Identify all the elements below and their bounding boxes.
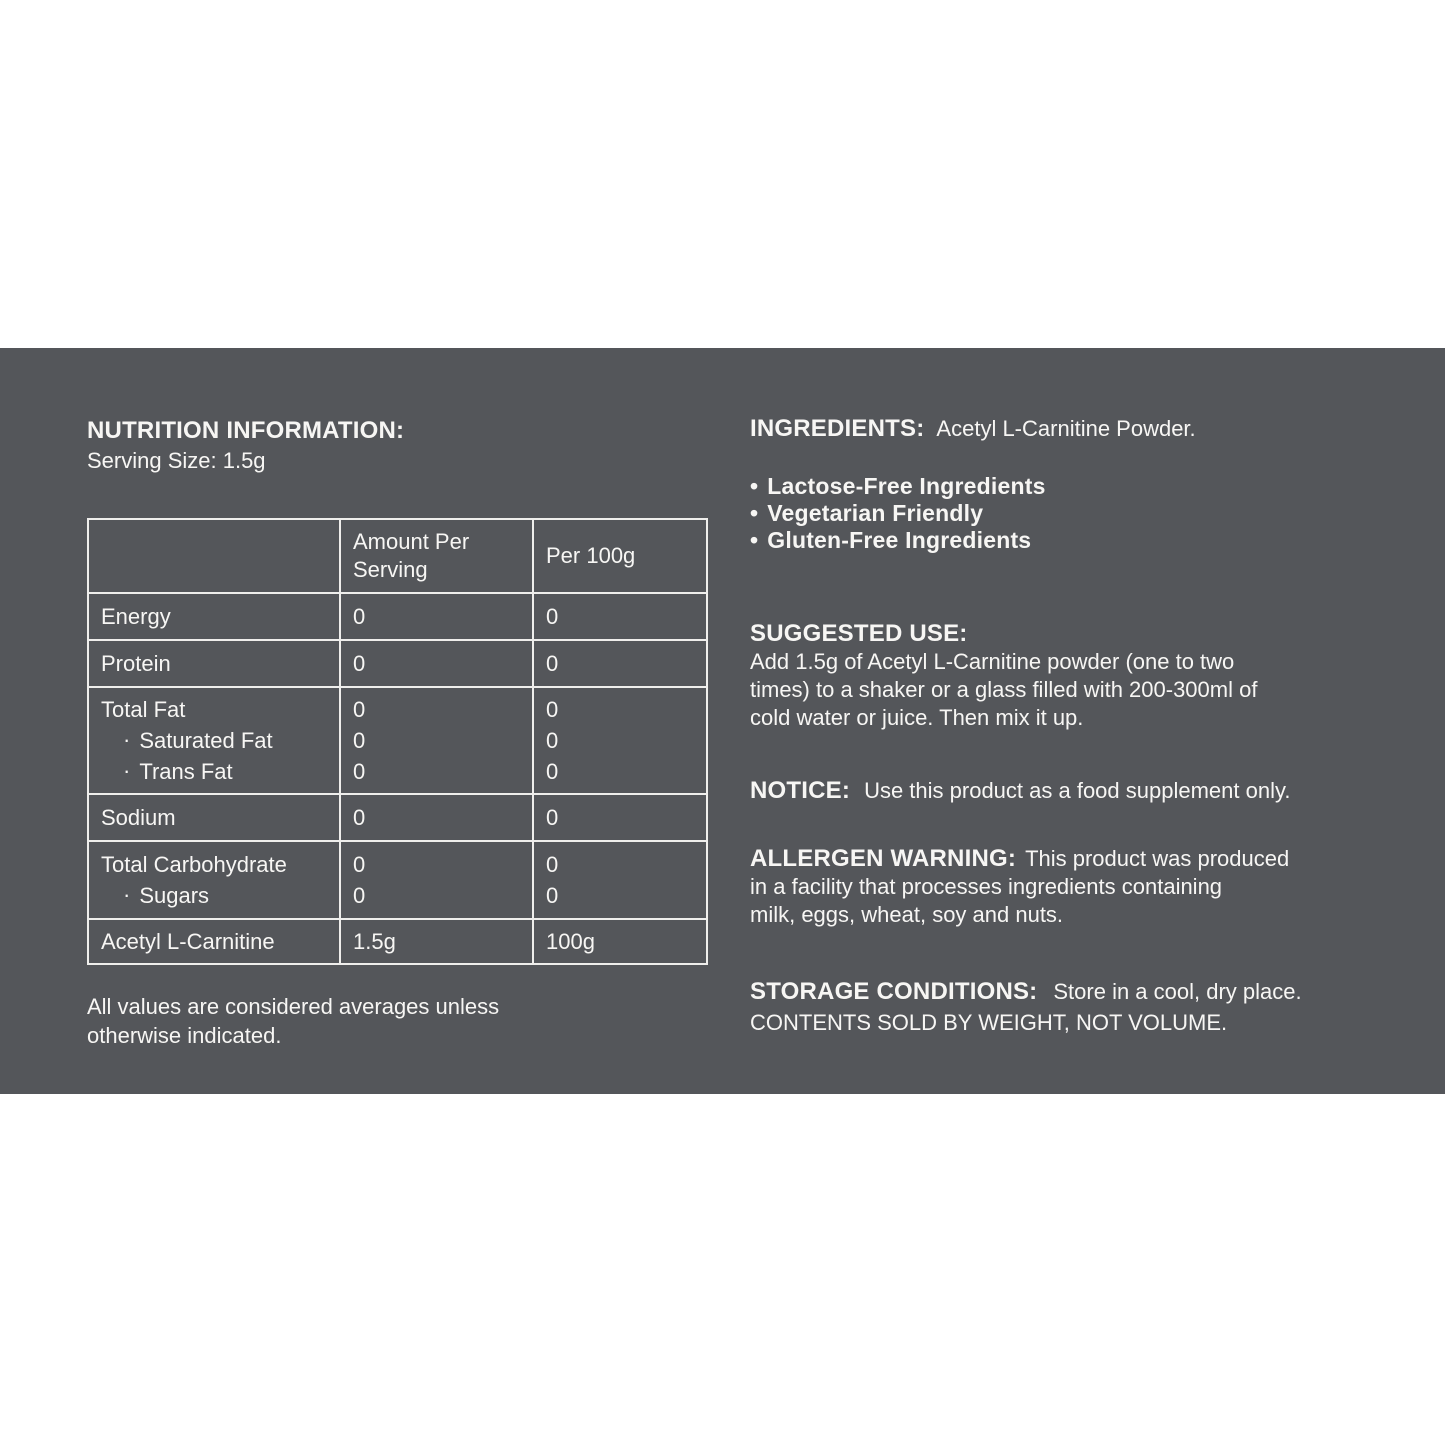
cell-line bbox=[101, 725, 333, 756]
allergen-label: ALLERGEN WARNING: bbox=[750, 845, 1017, 872]
storage-text: Store in a cool, dry place. bbox=[1053, 979, 1302, 1004]
per100-cell bbox=[533, 593, 707, 640]
feature-lactose-free bbox=[750, 473, 1398, 500]
details-section bbox=[750, 415, 1398, 1037]
cell-line: Sodium bbox=[101, 805, 176, 830]
cell-line: Energy bbox=[101, 604, 171, 629]
ingredients-line bbox=[750, 415, 1398, 443]
table-row-sodium bbox=[88, 794, 707, 841]
col-header-empty bbox=[88, 519, 340, 593]
cell-line bbox=[101, 756, 333, 787]
row-label-cell bbox=[88, 640, 340, 687]
per100-cell bbox=[533, 640, 707, 687]
amount-cell bbox=[340, 841, 533, 919]
cell-line: 0 bbox=[353, 697, 366, 722]
suggested-use-line: Add 1.5g of Acetyl L-Carnitine powder (one to two bbox=[750, 649, 1235, 674]
cell-line: Protein bbox=[101, 651, 171, 676]
col-header-amount-per-serving bbox=[340, 519, 533, 593]
amount-cell bbox=[340, 919, 533, 964]
table-row-protein bbox=[88, 640, 707, 687]
cell-line bbox=[101, 880, 333, 911]
cell-line: 0 bbox=[353, 651, 366, 676]
cell-line: 0 bbox=[546, 604, 559, 629]
feature-vegetarian bbox=[750, 500, 1398, 527]
sub-label: Trans Fat bbox=[139, 759, 233, 784]
nutrition-table bbox=[87, 518, 708, 965]
cell-line: 0 bbox=[353, 805, 366, 830]
cell-line: 0 bbox=[353, 852, 366, 877]
amount-cell bbox=[340, 794, 533, 841]
cell-line: Total Carbohydrate bbox=[101, 852, 287, 877]
cell-line: 0 bbox=[353, 883, 366, 908]
notice-block bbox=[750, 777, 1398, 805]
storage-label: STORAGE CONDITIONS: bbox=[750, 978, 1038, 1005]
bullet-icon: • bbox=[750, 500, 759, 526]
suggested-use-line: times) to a shaker or a glass filled with 200-300ml of bbox=[750, 677, 1258, 702]
per100-cell bbox=[533, 687, 707, 794]
cell-line: 0 bbox=[353, 759, 366, 784]
allergen-line: milk, eggs, wheat, soy and nuts. bbox=[750, 902, 1064, 927]
cell-line: 0 bbox=[546, 883, 559, 908]
row-label-cell bbox=[88, 919, 340, 964]
cell-line: 0 bbox=[546, 759, 559, 784]
feature-gluten-free bbox=[750, 527, 1398, 554]
suggested-use-label: SUGGESTED USE: bbox=[750, 620, 968, 647]
notice-text: Use this product as a food supplement only. bbox=[864, 778, 1291, 803]
cell-line: 100g bbox=[546, 929, 595, 954]
per100-cell bbox=[533, 794, 707, 841]
row-label-cell bbox=[88, 794, 340, 841]
table-header-row bbox=[88, 519, 707, 593]
cell-line: 0 bbox=[546, 852, 559, 877]
ingredients-label: INGREDIENTS: bbox=[750, 415, 925, 442]
feature-label: Lactose-Free Ingredients bbox=[767, 473, 1046, 499]
table-row-energy bbox=[88, 593, 707, 640]
nutrition-title: NUTRITION INFORMATION: bbox=[87, 417, 405, 444]
cell-line: 0 bbox=[546, 697, 559, 722]
sub-label: Sugars bbox=[139, 883, 210, 908]
sub-label: Saturated Fat bbox=[139, 728, 273, 753]
sub-bullet-icon: · bbox=[123, 882, 131, 907]
amount-cell bbox=[340, 640, 533, 687]
cell-line: Total Fat bbox=[101, 697, 186, 722]
header-text: Amount Per Serving bbox=[353, 529, 470, 582]
cell-line: Acetyl L-Carnitine bbox=[101, 929, 275, 954]
feature-label: Vegetarian Friendly bbox=[767, 500, 984, 526]
amount-cell bbox=[340, 593, 533, 640]
footnote-line: otherwise indicated. bbox=[87, 1023, 282, 1048]
row-label-cell bbox=[88, 687, 340, 794]
contents-sold-line: CONTENTS SOLD BY WEIGHT, NOT VOLUME. bbox=[750, 1010, 1228, 1035]
storage-line bbox=[750, 978, 1398, 1006]
info-panel bbox=[0, 348, 1445, 1094]
suggested-use-line: cold water or juice. Then mix it up. bbox=[750, 705, 1084, 730]
cell-line: 0 bbox=[353, 604, 366, 629]
sub-bullet-icon: · bbox=[123, 727, 131, 752]
cell-line: 0 bbox=[546, 728, 559, 753]
bullet-icon: • bbox=[750, 527, 759, 553]
sub-bullet-icon: · bbox=[123, 758, 131, 783]
table-row-acetyl-l-carnitine bbox=[88, 919, 707, 964]
per100-cell bbox=[533, 841, 707, 919]
row-label-cell bbox=[88, 841, 340, 919]
row-label-cell bbox=[88, 593, 340, 640]
allergen-text: This product was produced bbox=[1025, 846, 1290, 871]
cell-line: 0 bbox=[546, 651, 559, 676]
notice-label: NOTICE: bbox=[750, 777, 851, 804]
averages-footnote bbox=[87, 992, 712, 1050]
feature-bullets bbox=[750, 473, 1398, 554]
table-row-total-carbohydrate bbox=[88, 841, 707, 919]
ingredients-value: Acetyl L-Carnitine Powder. bbox=[936, 416, 1196, 441]
suggested-use-block bbox=[750, 620, 1398, 732]
allergen-first-line bbox=[750, 845, 1398, 873]
per100-cell bbox=[533, 919, 707, 964]
serving-size: Serving Size: 1.5g bbox=[87, 448, 266, 473]
storage-conditions-block bbox=[750, 978, 1398, 1037]
header-text: Per 100g bbox=[546, 543, 636, 568]
allergen-line: in a facility that processes ingredients containing bbox=[750, 874, 1223, 899]
amount-cell bbox=[340, 687, 533, 794]
nutrition-facts-section bbox=[87, 417, 712, 1050]
feature-label: Gluten-Free Ingredients bbox=[767, 527, 1032, 553]
bullet-icon: • bbox=[750, 473, 759, 499]
cell-line: 0 bbox=[353, 728, 366, 753]
allergen-warning-block bbox=[750, 845, 1398, 929]
footnote-line: All values are considered averages unless bbox=[87, 994, 500, 1019]
col-header-per-100g bbox=[533, 519, 707, 593]
table-row-total-fat bbox=[88, 687, 707, 794]
cell-line: 1.5g bbox=[353, 929, 396, 954]
cell-line: 0 bbox=[546, 805, 559, 830]
